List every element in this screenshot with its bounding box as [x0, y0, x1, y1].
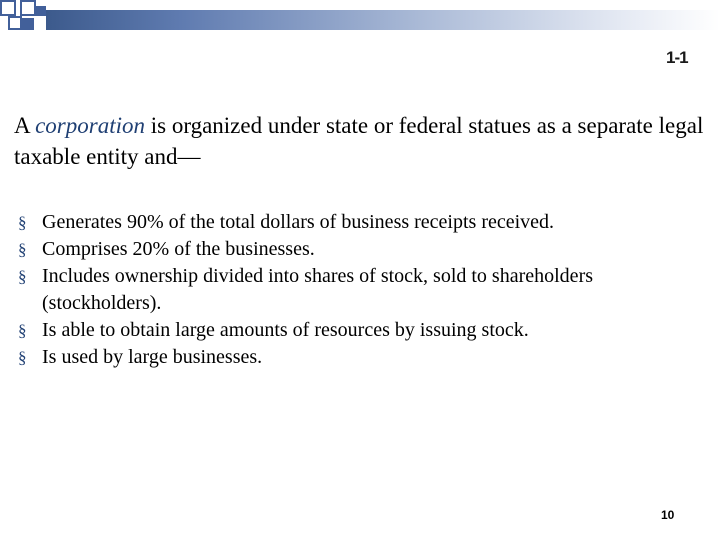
bullet-text: Is used by large businesses. [42, 346, 263, 368]
hollow-square-icon [20, 0, 36, 16]
bullet-icon: § [18, 240, 27, 259]
bullet-icon: § [18, 321, 27, 340]
list-item [18, 236, 708, 263]
page-number: 10 [661, 508, 675, 522]
list-item [18, 317, 708, 344]
intro-term: corporation [35, 113, 145, 138]
slide-corner-label: 1-1 [666, 48, 688, 67]
bullet-text: Generates 90% of the total dollars of business receipts received. [42, 211, 555, 233]
bullet-text: Includes ownership divided into shares of stock, sold to shareholders (stockholders). [42, 265, 594, 314]
bullet-icon: § [18, 348, 27, 367]
solid-square-icon [36, 6, 46, 16]
list-item [18, 344, 708, 371]
bullet-text: Comprises 20% of the businesses. [42, 238, 315, 260]
list-item [18, 263, 708, 317]
intro-lead: A [14, 113, 36, 138]
hollow-square-icon [0, 0, 16, 16]
bullet-list [18, 209, 708, 371]
intro-paragraph [14, 110, 704, 172]
bullet-text: Is able to obtain large amounts of resources by issuing stock. [42, 319, 529, 341]
list-item [18, 209, 708, 236]
hollow-square-icon [8, 16, 22, 30]
bullet-icon: § [18, 267, 27, 286]
intro-rest: is organized under state or federal statues as a separate legal taxable entity and— [14, 113, 704, 169]
solid-square-icon [22, 18, 34, 30]
bullet-icon: § [18, 213, 27, 232]
header-gradient-bar [46, 10, 720, 30]
